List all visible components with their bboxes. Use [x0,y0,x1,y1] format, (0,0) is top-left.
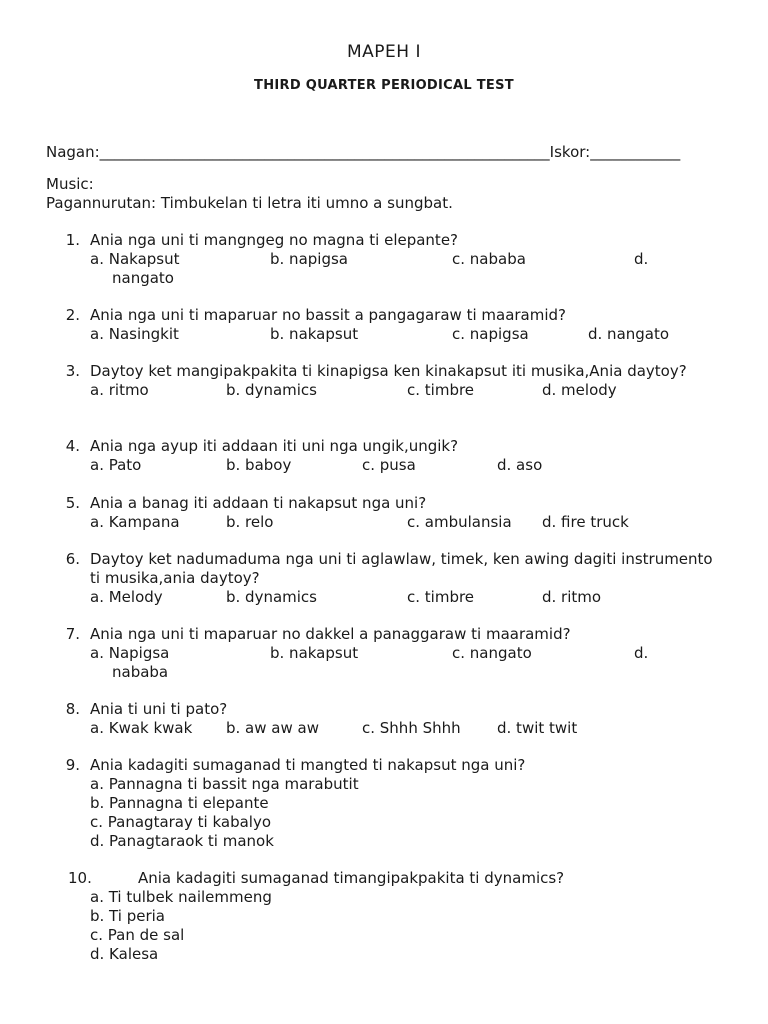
option-d[interactable]: d. aso [497,456,543,474]
page-subtitle: THIRD QUARTER PERIODICAL TEST [254,78,514,93]
option-a[interactable]: a. Pannagna ti bassit nga marabutit [90,775,359,793]
question-10 [46,869,726,964]
option-a[interactable]: a. Kwak kwak [90,719,193,737]
section-label: Music: [46,175,94,193]
options-row [90,719,726,738]
option-d[interactable]: d. nangato [588,325,670,343]
option-d[interactable]: d. melody [542,381,617,399]
option-d[interactable]: d. Panagtaraok ti manok [90,832,274,850]
option-c[interactable]: c. nababa [452,250,526,268]
question-3 [46,362,726,400]
options-row [90,456,726,475]
question-7 [46,625,726,682]
options-row [90,325,726,344]
option-b[interactable]: b. baboy [226,456,292,474]
option-b[interactable]: b. dynamics [226,588,317,606]
question-number: 7. [65,625,80,643]
options-row [90,644,726,663]
option-c[interactable]: c. ambulansia [407,513,512,531]
question-number: 6. [65,550,80,568]
option-d-continued: nababa [112,663,169,681]
question-number: 8. [65,700,80,718]
option-b[interactable]: b. relo [226,513,274,531]
option-a[interactable]: a. Nasingkit [90,325,179,343]
question-2 [46,306,726,344]
question-text: Ania kadagiti sumaganad ti mangted ti nakapsut nga uni? [90,756,526,774]
question-text: Daytoy ket nadumaduma nga uni ti aglawlaw, timek, ken awing dagiti instrumento ti musika,ania daytoy? [90,550,713,587]
question-number: 4. [65,437,80,455]
option-c[interactable]: c. Pan de sal [90,926,185,944]
question-number: 1. [65,231,80,249]
options-row [90,250,726,269]
options-row [90,513,726,532]
option-a[interactable]: a. Nakapsut [90,250,180,268]
option-c[interactable]: c. Shhh Shhh [362,719,461,737]
question-9 [46,756,726,851]
option-d[interactable]: d. fire truck [542,513,629,531]
option-c[interactable]: c. timbre [407,588,475,606]
option-c[interactable]: c. timbre [407,381,475,399]
option-d[interactable]: d. Kalesa [90,945,159,963]
option-c[interactable]: c. Panagtaray ti kabalyo [90,813,272,831]
question-text: Ania nga uni ti maparuar no dakkel a panaggaraw ti maaramid? [90,625,571,643]
question-8 [46,700,726,738]
option-d[interactable]: d. [634,250,649,268]
question-number: 5. [65,494,80,512]
option-a[interactable]: a. Pato [90,456,142,474]
question-text: Ania nga ayup iti addaan iti uni nga ungik,ungik? [90,437,459,455]
option-a[interactable]: a. Kampana [90,513,180,531]
question-number: 3. [65,362,80,380]
option-c[interactable]: c. napigsa [452,325,529,343]
options-row [90,381,726,400]
option-a[interactable]: a. Ti tulbek nailemmeng [90,888,272,906]
question-number: 2. [65,306,80,324]
option-b[interactable]: b. Pannagna ti elepante [90,794,269,812]
option-d[interactable]: d. twit twit [497,719,578,737]
option-a[interactable]: a. Melody [90,588,163,606]
option-d-continued: nangato [112,269,174,287]
question-number: 9. [65,756,80,774]
option-a[interactable]: a. ritmo [90,381,149,399]
option-d[interactable]: d. [634,644,649,662]
option-b[interactable]: b. nakapsut [270,325,359,343]
option-b[interactable]: b. napigsa [270,250,348,268]
question-4 [46,437,726,475]
instructions: Pagannurutan: Timbukelan ti letra iti umno a sungbat. [46,194,453,212]
option-b[interactable]: b. Ti peria [90,907,165,925]
question-number: 10. [68,869,92,887]
options-row [90,588,726,607]
question-5 [46,494,726,532]
question-6 [46,550,726,607]
option-c[interactable]: c. pusa [362,456,416,474]
option-c[interactable]: c. nangato [452,644,532,662]
option-d[interactable]: d. ritmo [542,588,602,606]
question-text: Daytoy ket mangipakpakita ti kinapigsa ken kinakapsut iti musika,Ania daytoy? [90,362,687,380]
page-title: MAPEH I [347,42,421,62]
question-text: Ania nga uni ti mangngeg no magna ti elepante? [90,231,459,249]
question-text: Ania a banag iti addaan ti nakapsut nga uni? [90,494,427,512]
name-score-line: Nagan:____________________________________________________________Iskor:____________ [46,143,681,161]
option-b[interactable]: b. nakapsut [270,644,359,662]
question-text: Ania kadagiti sumaganad timangipakpakita ti dynamics? [138,869,565,887]
question-text: Ania ti uni ti pato? [90,700,228,718]
option-b[interactable]: b. aw aw aw [226,719,319,737]
option-a[interactable]: a. Napigsa [90,644,170,662]
option-b[interactable]: b. dynamics [226,381,317,399]
question-text: Ania nga uni ti maparuar no bassit a pangagaraw ti maaramid? [90,306,567,324]
question-1 [46,231,726,288]
